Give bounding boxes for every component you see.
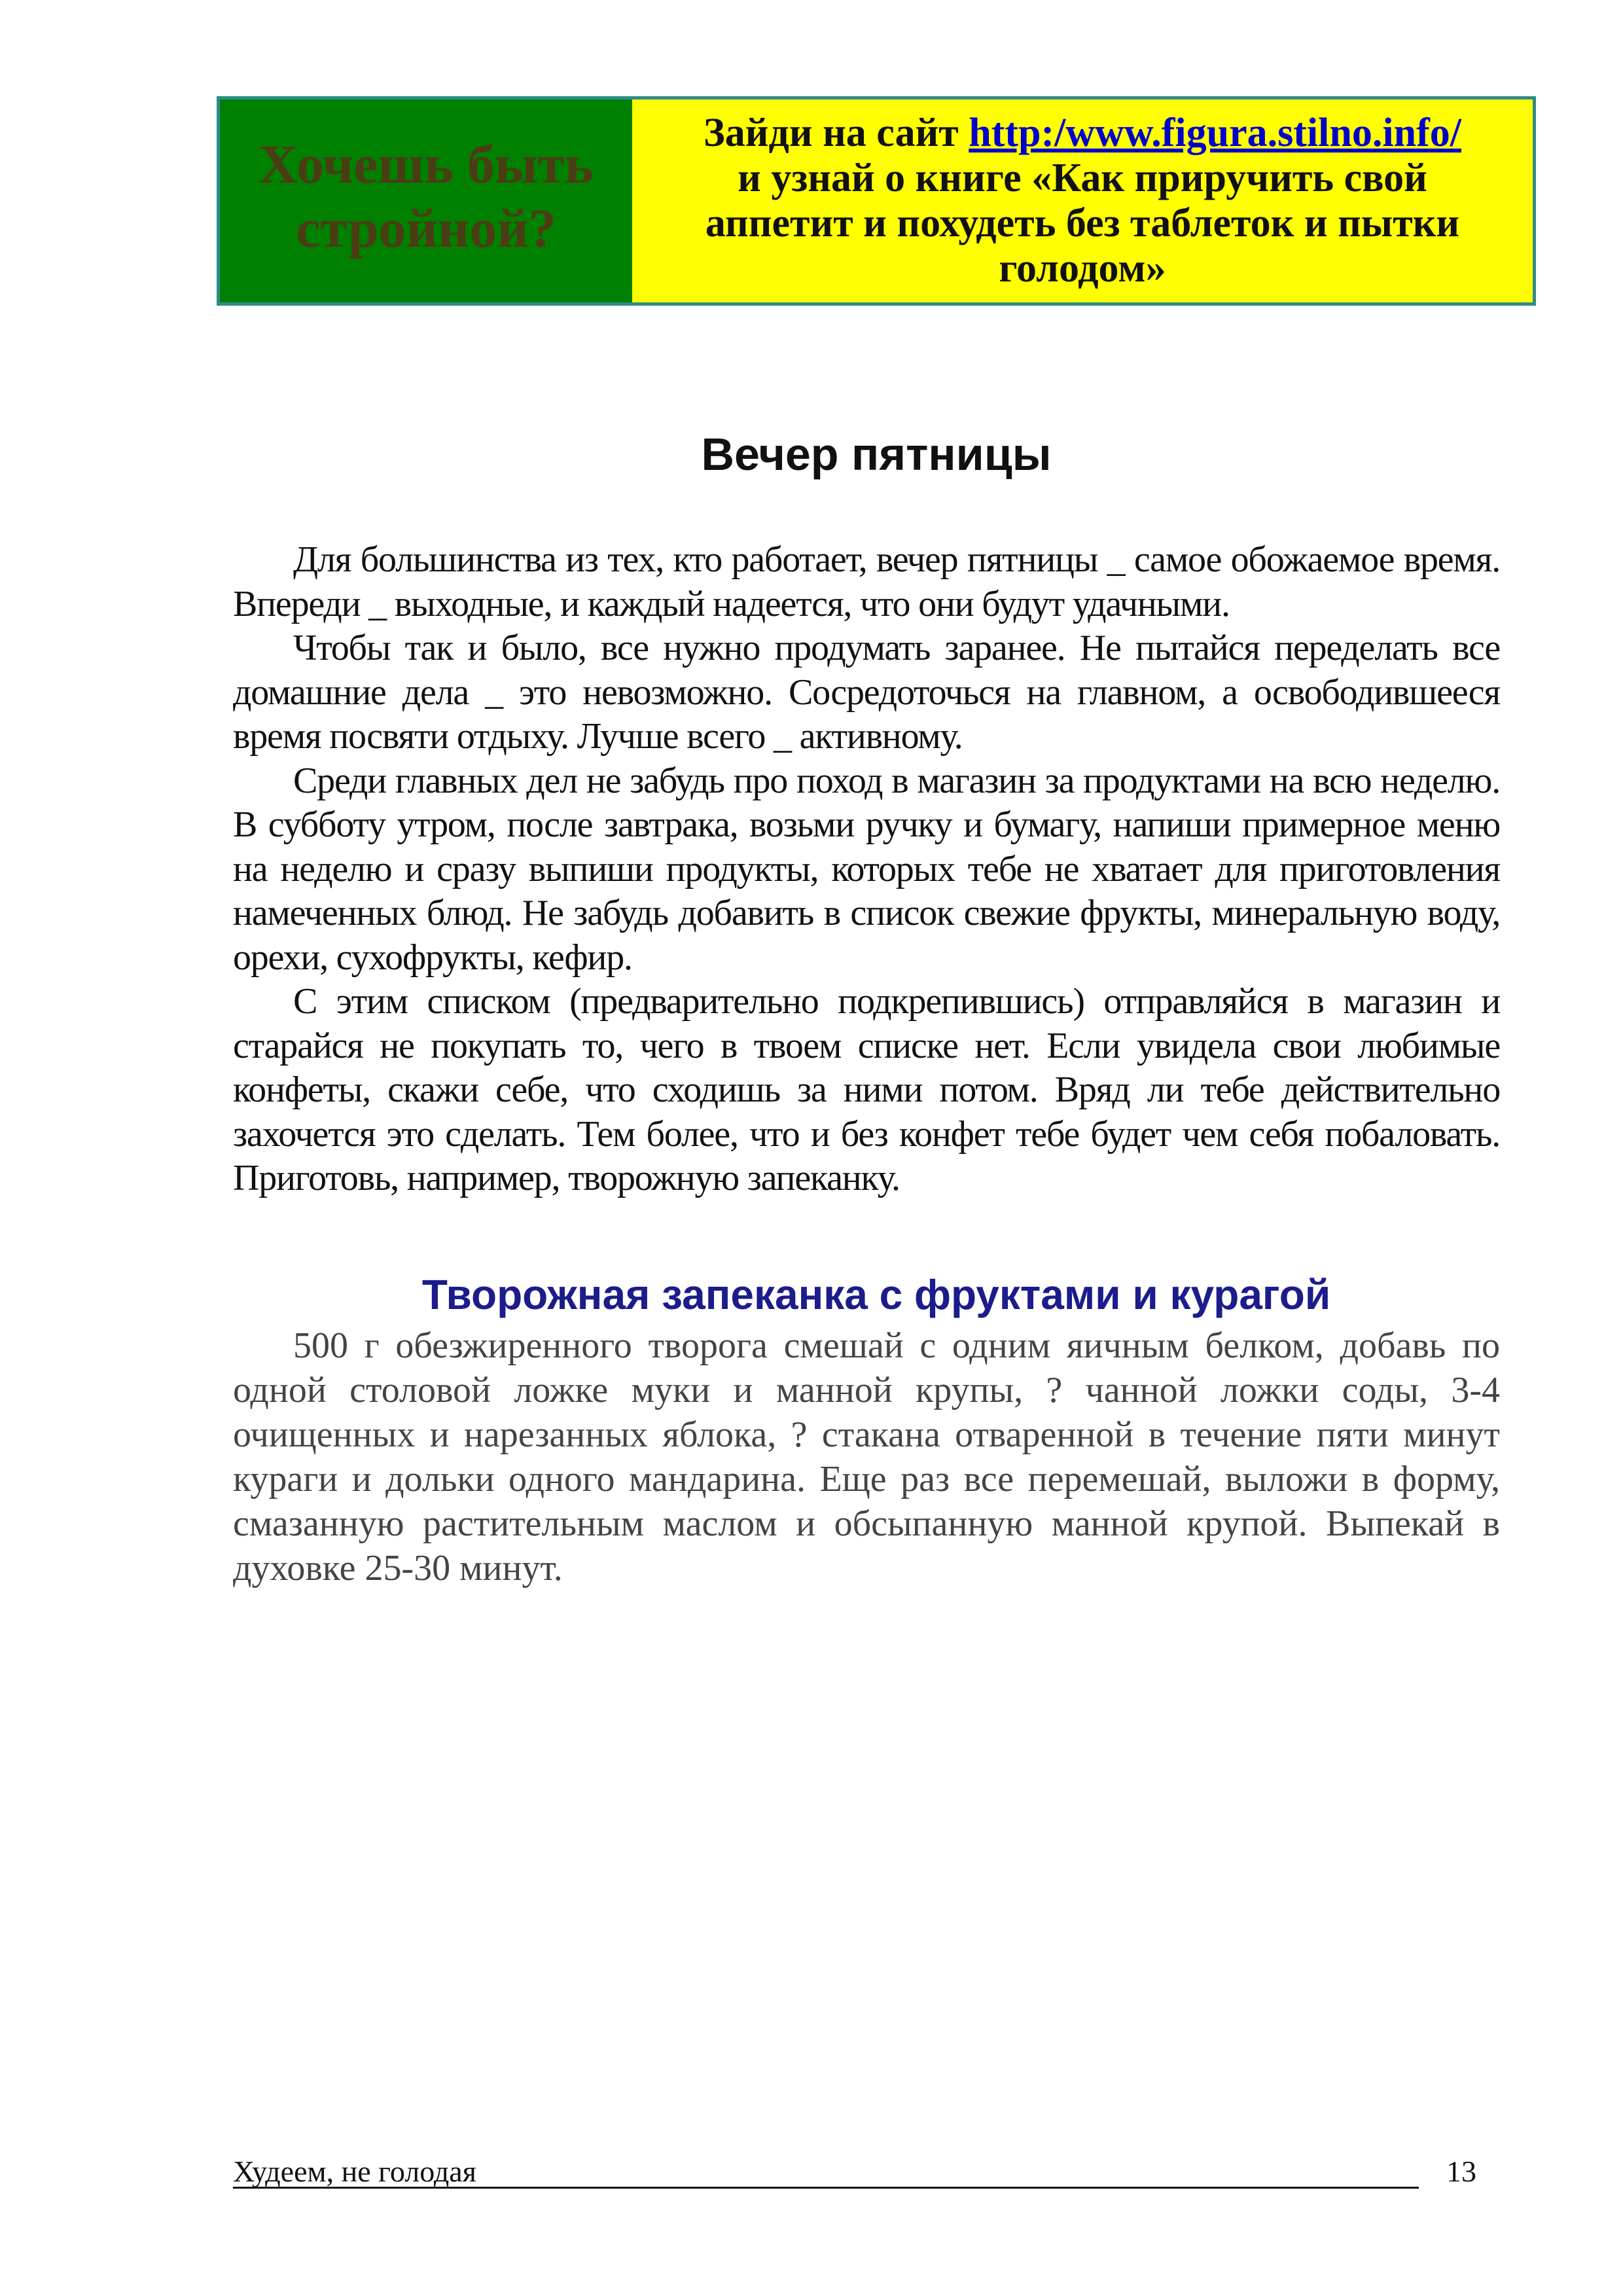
footer-title: Худеем, не голодая: [233, 2155, 476, 2188]
page-footer: [233, 2147, 1476, 2193]
article-paragraph: Среди главных дел не забудь про поход в магазин за продуктами на всю неделю. В субботу утром, после завтрака, возьми ручку и бумагу, напиши примерное меню на неделю и сразу выпиши продукты, которых тебе не хватает для приготовления намеченных блюд. Не забудь добавить в список свежие фрукты, минеральную воду, орехи, сухофрукты, кефир.: [233, 760, 1500, 978]
promo-headline-line2: стройной?: [296, 198, 556, 259]
article-title: Вечер пятницы: [701, 429, 1052, 480]
article-paragraph: Для большинства из тех, кто работает, вечер пятницы _ самое обожаемое время. Впереди _ выходные, и каждый надеется, что они будут удачными.: [233, 539, 1500, 624]
recipe-title: Творожная запеканка с фруктами и курагой: [421, 1271, 1331, 1318]
recipe-body: [233, 1323, 1500, 1590]
promo-headline: [259, 133, 594, 261]
recipe-paragraph: 500 г обезжиренного творога смешай с одним яичным белком, добавь по одной столовой ложке муки и манной крупы, ? чанной ложки соды, 3-4 очищенных и нарезанных яблока, ? стакана отваренной в течение пяти минут кураги и дольки одного мандарина. Еще раз все перемешай, выложи в форму, смазанную растительным маслом и обсыпанную манной крупой. Выпекай в духовке 25-30 минут.: [233, 1325, 1500, 1588]
article-paragraph: Чтобы так и было, все нужно продумать заранее. Не пытайся переделать все домашние дела _ это невозможно. Сосредоточься на главном, а освободившееся время посвяти отдыху. Лучше всего _ активному.: [233, 628, 1500, 757]
promo-headline-line1: Хочешь быть: [258, 134, 594, 195]
promo-banner-left: [220, 99, 632, 302]
promo-line2: и узнай о книге «Как приручить свой: [738, 156, 1427, 200]
article-body: [233, 538, 1500, 1201]
promo-prefix: Зайди на сайт: [704, 111, 969, 155]
promo-line1: [704, 111, 1461, 156]
promo-banner-right: [632, 99, 1533, 302]
promo-banner: [217, 96, 1536, 306]
page-number: 13: [1446, 2155, 1476, 2188]
article-paragraph: С этим списком (предварительно подкрепившись) отправляйся в магазин и старайся не покупать то, чего в твоем списке нет. Если увидела свои любимые конфеты, скажи себе, что сходишь за ними потом. Вряд ли тебе действительно захочется это сделать. Тем более, что и без конфет тебе будет чем себя побаловать. Приготовь, например, творожную запеканку.: [233, 981, 1500, 1198]
promo-line3: аппетит и похудеть без таблеток и пытки: [705, 201, 1460, 245]
promo-line4: голодом»: [999, 246, 1166, 291]
promo-site-link[interactable]: http:/www.figura.stilno.info/: [969, 111, 1461, 155]
